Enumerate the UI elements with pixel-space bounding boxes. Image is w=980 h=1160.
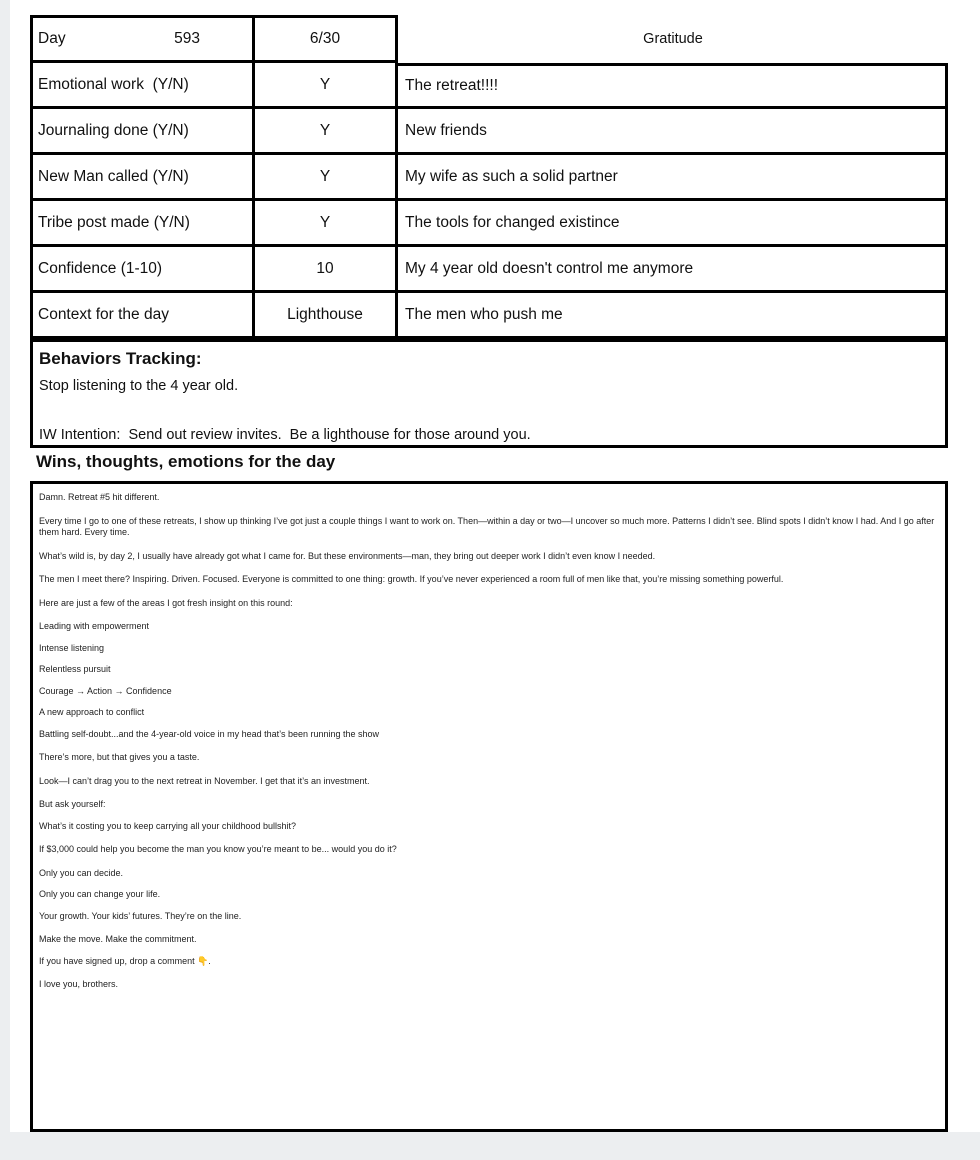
gratitude-column-header: Gratitude <box>398 15 948 63</box>
tracker-row-label: Context for the day <box>30 293 255 339</box>
journal-paragraph: Damn. Retreat #5 hit different. <box>39 492 160 502</box>
tracker-row-label: New Man called (Y/N) <box>30 155 255 201</box>
journal-paragraph: There’s more, but that gives you a taste. <box>39 752 200 762</box>
journal-paragraph: Here are just a few of the areas I got fresh insight on this round: <box>39 597 293 608</box>
tracker-row-value: 10 <box>255 247 398 293</box>
journal-paragraph: If $3,000 could help you become the man you know you’re meant to be... would you do it? <box>39 844 397 854</box>
journal-paragraph: What’s wild is, by day 2, I usually have already got what I came for. But these environments—man, they bring out deeper work I didn’t even know I needed. <box>39 550 656 561</box>
journal-paragraph: Every time I go to one of these retreats, I show up thinking I’ve got just a couple things I want to work on. Then—within a day or two—I uncover so much more. Patterns I didn’t see. Blind spots I didn’t know I had. And I go after them hard. Every time. <box>39 515 937 537</box>
gratitude-entry: The men who push me <box>398 293 948 339</box>
journal-paragraph: The men I meet there? Inspiring. Driven. Focused. Everyone is committed to one thing: growth. If you’ve never experienced a room full of men like that, you’re missing something powerful. <box>39 574 784 584</box>
journal-paragraph: Intense listening <box>39 642 105 653</box>
journal-paragraph: What’s it costing you to keep carrying all your childhood bullshit? <box>39 820 296 831</box>
daily-tracker-table <box>30 15 948 339</box>
tracker-row-label: Tribe post made (Y/N) <box>30 201 255 247</box>
behaviors-tracking-note: Stop listening to the 4 year old. <box>39 378 239 394</box>
gratitude-entry: My 4 year old doesn't control me anymore <box>398 247 948 293</box>
gratitude-entry: My wife as such a solid partner <box>398 155 948 201</box>
gratitude-entry: The retreat!!!! <box>398 63 948 109</box>
tracker-row-label: Confidence (1-10) <box>30 247 255 293</box>
tracker-row-value: Y <box>255 201 398 247</box>
tracker-row-label: Emotional work (Y/N) <box>30 63 255 109</box>
journal-paragraph: Look—I can’t drag you to the next retreat in November. I get that it’s an investment. <box>39 775 370 786</box>
journal-paragraph: Relentless pursuit <box>39 664 111 674</box>
gratitude-entry: New friends <box>398 109 948 155</box>
day-header-cell <box>30 15 255 63</box>
tracker-row-value: Y <box>255 109 398 155</box>
tracker-row-value: Y <box>255 155 398 201</box>
journal-text <box>30 481 948 1132</box>
behaviors-tracking-title: Behaviors Tracking: <box>39 349 202 368</box>
tracker-row-value: Lighthouse <box>255 293 398 339</box>
tracker-row-value: Y <box>255 63 398 109</box>
journal-paragraph: Only you can change your life. <box>39 889 161 899</box>
journal-paragraph: Battling self-doubt...and the 4-year-old voice in my head that’s been running the show <box>39 728 380 739</box>
journal-paragraph: But ask yourself: <box>39 799 106 809</box>
tracker-row-label: Journaling done (Y/N) <box>30 109 255 155</box>
day-number: 593 <box>174 30 200 47</box>
behaviors-tracking-box <box>30 339 948 448</box>
journal-paragraph: I love you, brothers. <box>39 979 119 989</box>
intention-note: IW Intention: Send out review invites. Be a lighthouse for those around you. <box>39 427 531 443</box>
journal-heading: Wins, thoughts, emotions for the day <box>36 452 336 471</box>
date-cell: 6/30 <box>255 15 398 63</box>
day-label: Day <box>38 30 66 47</box>
journal-paragraph: Courage → Action → Confidence <box>39 685 172 696</box>
journal-paragraph: If you have signed up, drop a comment 👇. <box>39 955 211 966</box>
journal-paragraph: A new approach to conflict <box>39 707 145 717</box>
journal-paragraph: Leading with empowerment <box>39 621 150 631</box>
gratitude-entry: The tools for changed existince <box>398 201 948 247</box>
journal-paragraph: Your growth. Your kids’ futures. They’re on the line. <box>39 910 242 921</box>
journal-paragraph: Make the move. Make the commitment. <box>39 934 197 944</box>
journal-paragraph: Only you can decide. <box>39 867 124 878</box>
